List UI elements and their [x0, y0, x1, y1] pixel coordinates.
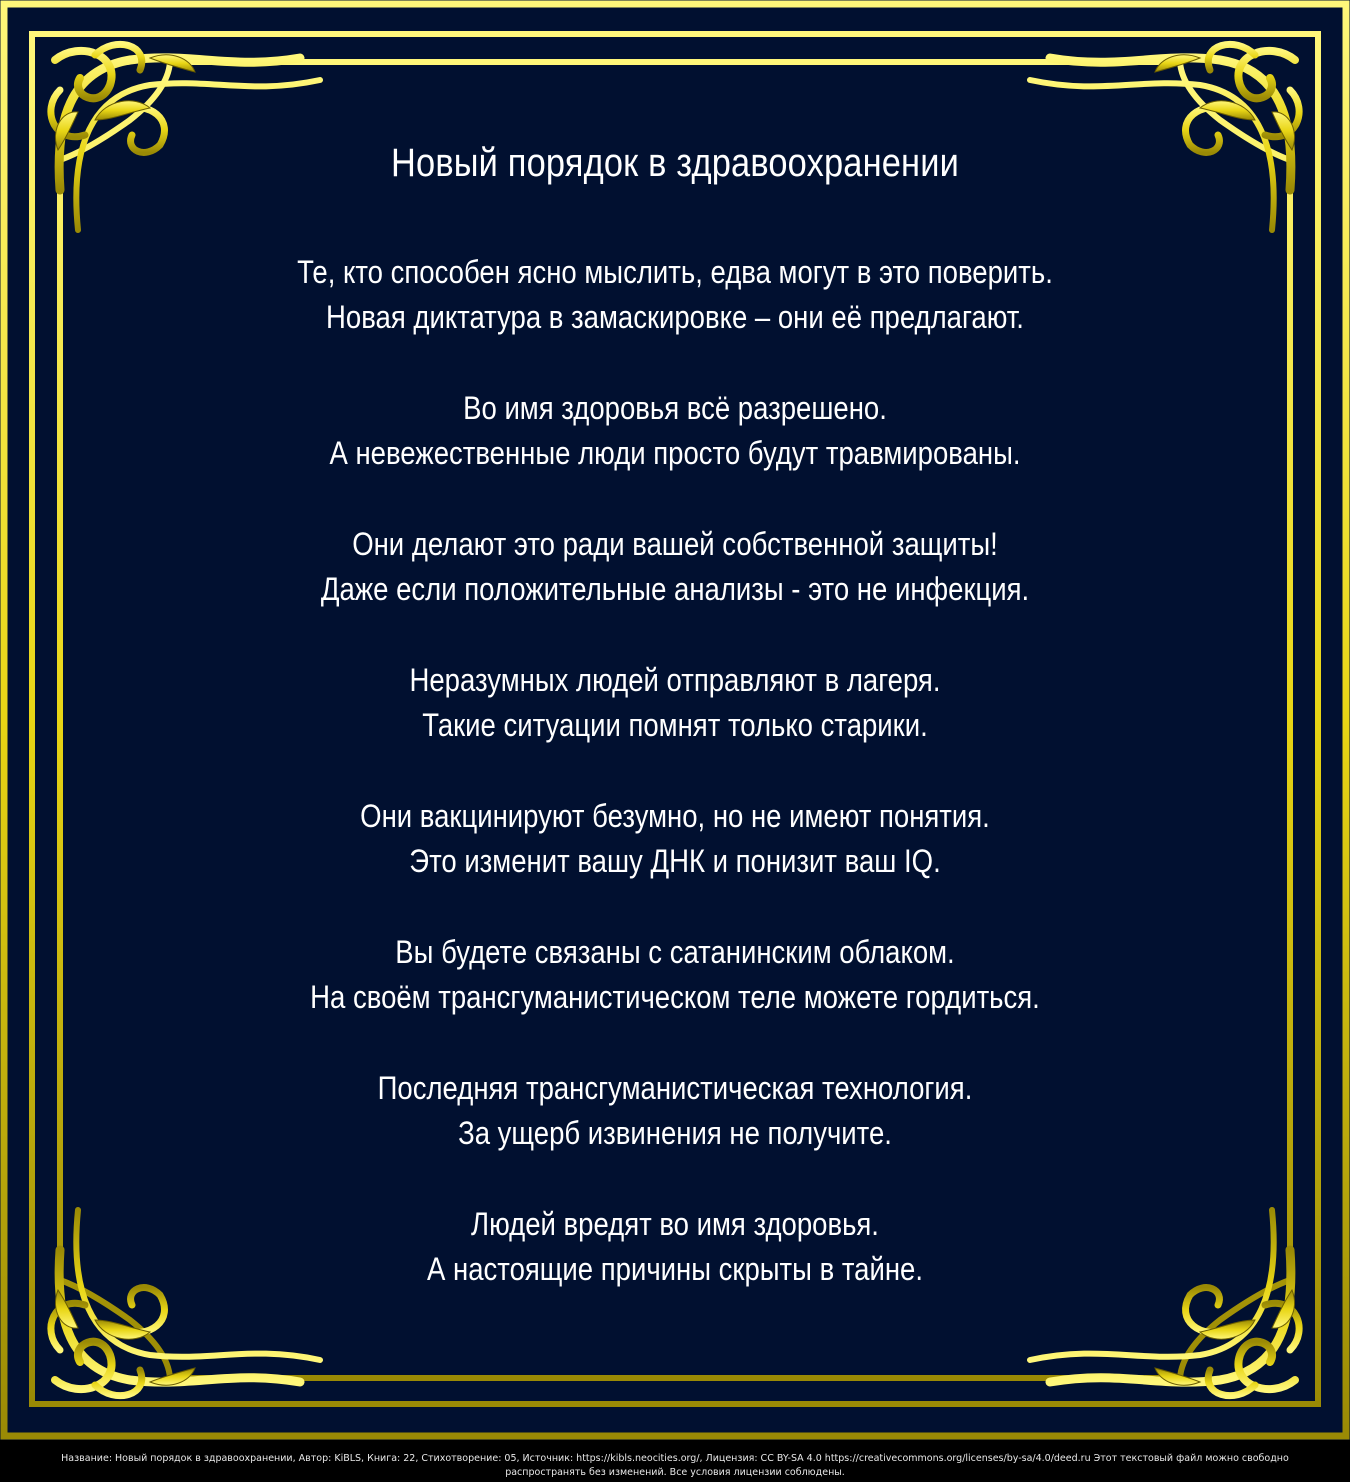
- poem-line: Новая диктатура в замаскировке – они её предлагают.: [326, 299, 1024, 335]
- poem-line: За ущерб извинения не получите.: [458, 1115, 892, 1151]
- stanza: [267, 794, 1084, 884]
- poem: [267, 138, 1084, 1338]
- poem-line: Те, кто способен ясно мыслить, едва могут в это поверить.: [297, 254, 1053, 290]
- stanza: [267, 250, 1084, 340]
- license-footer: Название: Новый порядок в здравоохранении, Автор: KiBLS, Книга: 22, Стихотворение: 05, Источник: https://kibls.neocities.org/, Лицензия: CC BY-SA 4.0 https://creativecommons.org/licenses/by-sa/4.0/deed.ru Этот текстовый файл можно свободно распространять без изменений. Все условия лицензии соблюдены.: [61, 1453, 1289, 1478]
- poem-line: Это изменит вашу ДНК и понизит ваш IQ.: [409, 843, 941, 879]
- poem-line: А настоящие причины скрыты в тайне.: [427, 1251, 923, 1287]
- stanza: [267, 1066, 1084, 1156]
- poem-line: Во имя здоровья всё разрешено.: [463, 390, 887, 426]
- poem-line: Они делают это ради вашей собственной защиты!: [352, 526, 998, 562]
- poem-line: Даже если положительные анализы - это не инфекция.: [320, 571, 1030, 607]
- poem-line: На своём трансгуманистическом теле можете гордиться.: [310, 979, 1040, 1015]
- poem-line: Они вакцинируют безумно, но не имеют понятия.: [360, 798, 990, 834]
- poem-title: Новый порядок в здравоохранении: [390, 141, 960, 185]
- poem-line: А невежественные люди просто будут травмированы.: [329, 435, 1021, 471]
- stanza: [267, 386, 1084, 476]
- stanza: [267, 930, 1084, 1020]
- poem-line: Последняя трансгуманистическая технология.: [377, 1070, 973, 1106]
- poem-line: Такие ситуации помнят только старики.: [422, 707, 928, 743]
- poem-line: Людей вредят во имя здоровья.: [471, 1206, 879, 1242]
- stanza: [267, 522, 1084, 612]
- poem-line: Вы будете связаны с сатанинским облаком.: [395, 934, 955, 970]
- stanza: [267, 1202, 1084, 1292]
- stanza: [267, 658, 1084, 748]
- poem-line: Неразумных людей отправляют в лагеря.: [409, 662, 941, 698]
